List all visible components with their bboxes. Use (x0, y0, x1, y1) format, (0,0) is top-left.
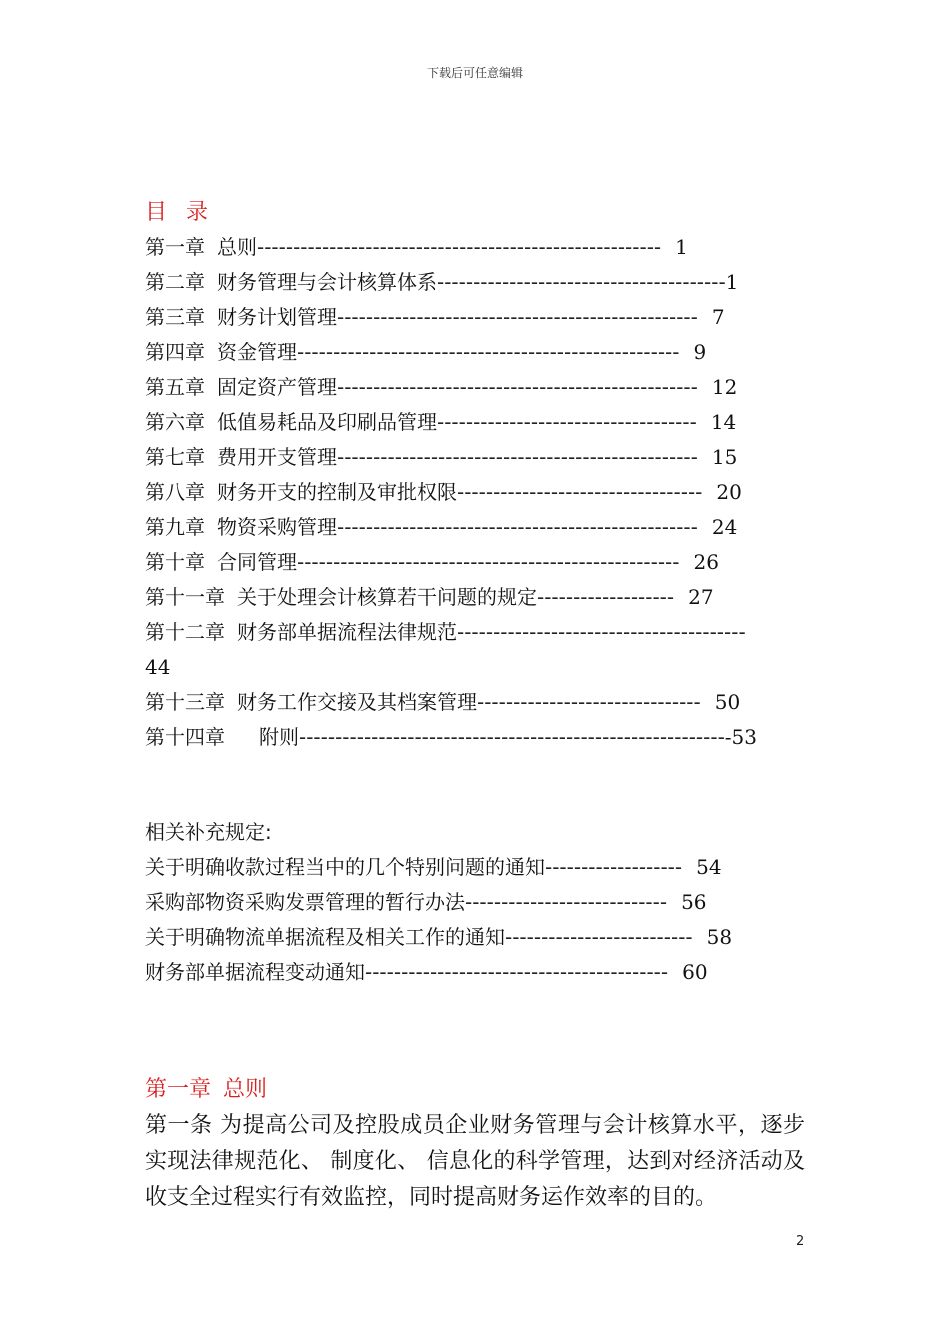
toc-leader: ----------------------------------------------------------- (299, 725, 725, 749)
toc-item[interactable] (145, 545, 805, 580)
toc-item[interactable] (145, 510, 805, 545)
supplement-title: 采购部物资采购发票管理的暂行办法 (145, 890, 465, 914)
toc-leader: ---------------------------------------- (457, 620, 746, 644)
toc-chapter: 第一章 (145, 235, 205, 259)
toc-leader: ------------------------------------ (437, 410, 697, 434)
toc-item[interactable] (145, 440, 805, 475)
toc-chapter: 第五章 (145, 375, 205, 399)
toc-title-text: 关于处理会计核算若干问题的规定 (237, 585, 537, 609)
toc-title-text: 总则 (217, 235, 257, 259)
toc-item[interactable] (145, 405, 805, 440)
chapter-title: 总则 (223, 1077, 268, 1102)
toc-item[interactable] (145, 335, 805, 370)
toc-leader: ---------------------------------------- (437, 270, 726, 294)
toc-leader: -------------------------------------------------- (337, 515, 698, 539)
toc-chapter: 第九章 (145, 515, 205, 539)
supplement-page: 60 (682, 960, 708, 984)
toc-page: -53 (724, 725, 758, 749)
toc-item[interactable] (145, 580, 805, 615)
chapter-number: 第一章 (145, 1077, 212, 1102)
toc-title-text: 费用开支管理 (217, 445, 337, 469)
toc-page: 14 (710, 410, 737, 434)
toc-title-text: 资金管理 (217, 340, 297, 364)
toc-item[interactable] (145, 475, 805, 510)
toc-leader: -------------------------------------------------- (337, 445, 698, 469)
toc-page: 12 (711, 375, 738, 399)
toc-chapter: 第六章 (145, 410, 205, 434)
supplement-title: 关于明确物流单据流程及相关工作的通知 (145, 925, 505, 949)
toc-chapter: 第十章 (145, 550, 205, 574)
supplement-item[interactable] (145, 850, 805, 885)
toc-leader: ----------------------------------------------------- (297, 550, 680, 574)
toc-page: 20 (716, 480, 742, 504)
toc-title-text: 财务部单据流程法律规范 (237, 620, 457, 644)
supplement-heading: 相关补充规定: (145, 820, 272, 844)
toc-page: 26 (693, 550, 719, 574)
toc-page: 27 (688, 585, 714, 609)
toc-chapter: 第八章 (145, 480, 205, 504)
toc-item[interactable] (145, 370, 805, 405)
toc-chapter: 第三章 (145, 305, 205, 329)
page-header: 下载后可任意编辑 (426, 66, 523, 80)
toc-chapter: 第七章 (145, 445, 205, 469)
toc-leader: ----------------------------------------------------- (297, 340, 680, 364)
supplement-page: 54 (696, 855, 722, 879)
toc-leader: -------------------------------------------------------- (257, 235, 662, 259)
toc-leader: ---------------------------------- (457, 480, 703, 504)
toc-title-text: 合同管理 (217, 550, 297, 574)
toc-page: 9 (693, 340, 707, 364)
toc-title-text: 物资采购管理 (217, 515, 337, 539)
toc-leader: ------------------- (537, 585, 675, 609)
toc-title-text: 低值易耗品及印刷品管理 (217, 410, 437, 434)
toc-item-12[interactable] (145, 615, 805, 650)
toc-item-13[interactable] (145, 685, 805, 720)
toc-chapter: 第十二章 (145, 620, 225, 644)
toc-page: 7 (711, 305, 725, 329)
supplement-title: 财务部单据流程变动通知 (145, 960, 365, 984)
supplement-leader: ------------------------------------------ (365, 960, 669, 984)
supplement-item[interactable] (145, 885, 805, 920)
supplement-list (145, 850, 805, 990)
toc-page: 24 (711, 515, 738, 539)
document-body (145, 196, 805, 1216)
article-paragraph: 第一条 为提高公司及控股成员企业财务管理与会计核算水平，逐步实现法律规范化、 制度化、 信息化的科学管理，达到对经济活动及收支全过程实行有效监控，同时提高财务运作效率的目的。 (145, 1113, 805, 1210)
toc-item[interactable] (145, 300, 805, 335)
toc-title-text: 财务工作交接及其档案管理 (237, 690, 477, 714)
supplement-leader: -------------------------- (505, 925, 693, 949)
toc-title-text: 财务计划管理 (217, 305, 337, 329)
supplement-leader: ------------------- (545, 855, 683, 879)
toc-chapter: 第四章 (145, 340, 205, 364)
toc-chapter: 第二章 (145, 270, 205, 294)
toc-leader: ------------------------------- (477, 690, 701, 714)
supplement-page: 58 (706, 925, 733, 949)
toc-page: 1 (725, 270, 739, 294)
toc-chapter: 第十四章 (145, 725, 225, 749)
toc-page: 1 (675, 235, 688, 259)
toc-item-14[interactable] (145, 720, 805, 755)
toc-item[interactable] (145, 265, 805, 300)
toc-page: 50 (714, 690, 741, 714)
supplement-item[interactable] (145, 920, 805, 955)
toc-leader: -------------------------------------------------- (337, 375, 698, 399)
toc-title-text: 附则 (259, 725, 299, 749)
toc-chapter: 第十三章 (145, 690, 225, 714)
supplement-page: 56 (681, 890, 707, 914)
chapter-heading (145, 1072, 805, 1108)
toc-leader: -------------------------------------------------- (337, 305, 698, 329)
toc-item[interactable] (145, 230, 805, 265)
toc-page-wrapped: 44 (145, 655, 171, 679)
toc-title-text: 固定资产管理 (217, 375, 337, 399)
toc-list (145, 230, 805, 615)
toc-title-text: 财务开支的控制及审批权限 (217, 480, 457, 504)
supplement-title: 关于明确收款过程当中的几个特别问题的通知 (145, 855, 545, 879)
toc-page: 15 (711, 445, 738, 469)
supplement-leader: ---------------------------- (465, 890, 668, 914)
toc-title: 目 录 (145, 200, 214, 225)
supplement-item[interactable] (145, 955, 805, 990)
toc-chapter: 第十一章 (145, 585, 225, 609)
page-number: 2 (796, 1234, 805, 1249)
toc-title-text: 财务管理与会计核算体系 (217, 270, 437, 294)
